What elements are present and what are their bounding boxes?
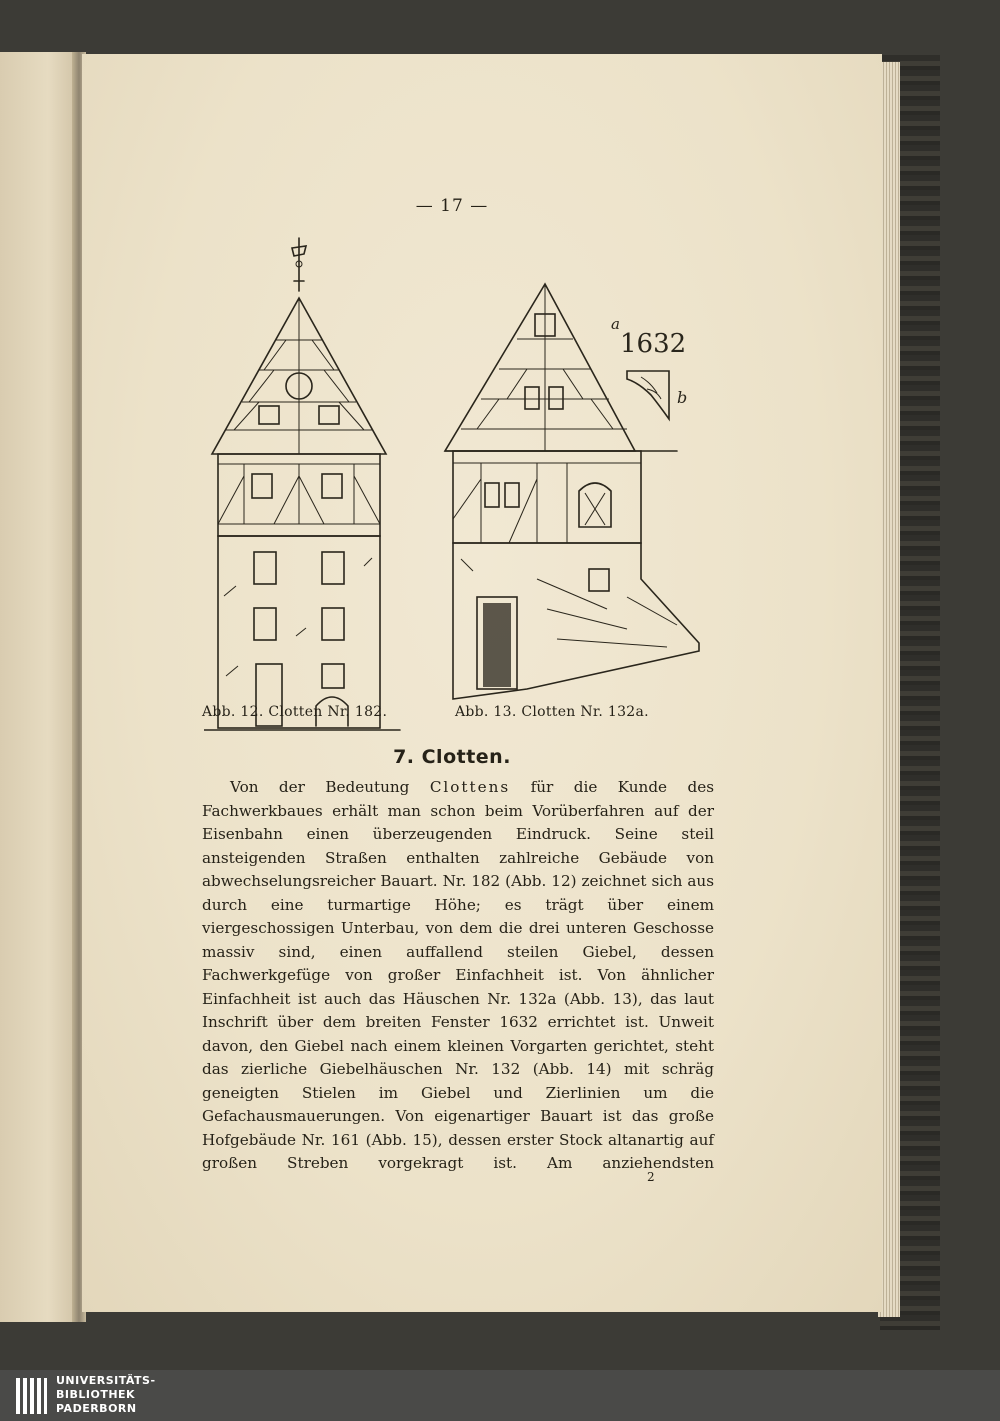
library-name-line-3: PADERBORN (56, 1402, 137, 1415)
page-number: — 17 — (415, 196, 489, 216)
signature-mark: 2 (647, 1170, 655, 1184)
body-text (202, 776, 714, 1176)
figure-12-drawing (204, 236, 404, 766)
figure-12-caption: Abb. 12. Clotten Nr. 182. (202, 704, 388, 720)
figure-13-caption: Abb. 13. Clotten Nr. 132a. (455, 704, 649, 720)
body-spaced-word: Clottens (429, 778, 511, 796)
section-title: 7. Clotten. (393, 746, 511, 768)
library-name (56, 1374, 156, 1416)
body-lead: Von der Bedeutung (230, 778, 430, 796)
figure-13-label-b: b (677, 388, 688, 407)
left-page-edge (0, 52, 80, 1322)
body-main-text: für die Kunde des Fachwerkbaues erhält man schon beim Vorüberfahren auf der Eisenbahn einen überzeugenden Eindruck. Seine steil ansteigenden Straßen enthalten zahlreiche Gebäude von abwechselungsreicher Bauart. Nr. 182 (Abb. 12) zeichnet sich aus durch eine turmartige Höhe; es trägt über einem viergeschossigen Unterbau, von dem die drei unteren Geschosse massiv sind, einen auffallend steilen Giebel, dessen Fachwerkgefüge von großer Einfachheit ist. Von ähnlicher Einfachheit ist auch das Häuschen Nr. 132a (Abb. 13), das laut Inschrift über dem breiten Fenster 1632 errichtet ist. Unweit davon, den Giebel nach einem kleinen Vorgarten gerichtet, steht das zierliche Giebelhäuschen Nr. 132 (Abb. 14) mit schräg geneigten Stielen im Giebel und Zierlinien um die Gefachausmauerungen. Von eigenartiger Bauart ist das große Hofgebäude Nr. 161 (Abb. 15), dessen erster Stock altanartig auf großen Streben vorgekragt ist. Am anziehendsten (202, 778, 714, 1172)
library-footer (0, 1370, 1000, 1421)
body-paragraph (202, 776, 714, 1176)
book-page (82, 54, 882, 1312)
library-name-line-1: UNIVERSITÄTS- (56, 1374, 156, 1387)
library-logo-icon (14, 1376, 48, 1416)
library-name-line-2: BIBLIOTHEK (56, 1388, 136, 1401)
figure-13-label-a: a (611, 315, 620, 333)
figure-13-drawing (437, 279, 712, 739)
figure-13-date-annotation: 1632 (620, 329, 687, 359)
